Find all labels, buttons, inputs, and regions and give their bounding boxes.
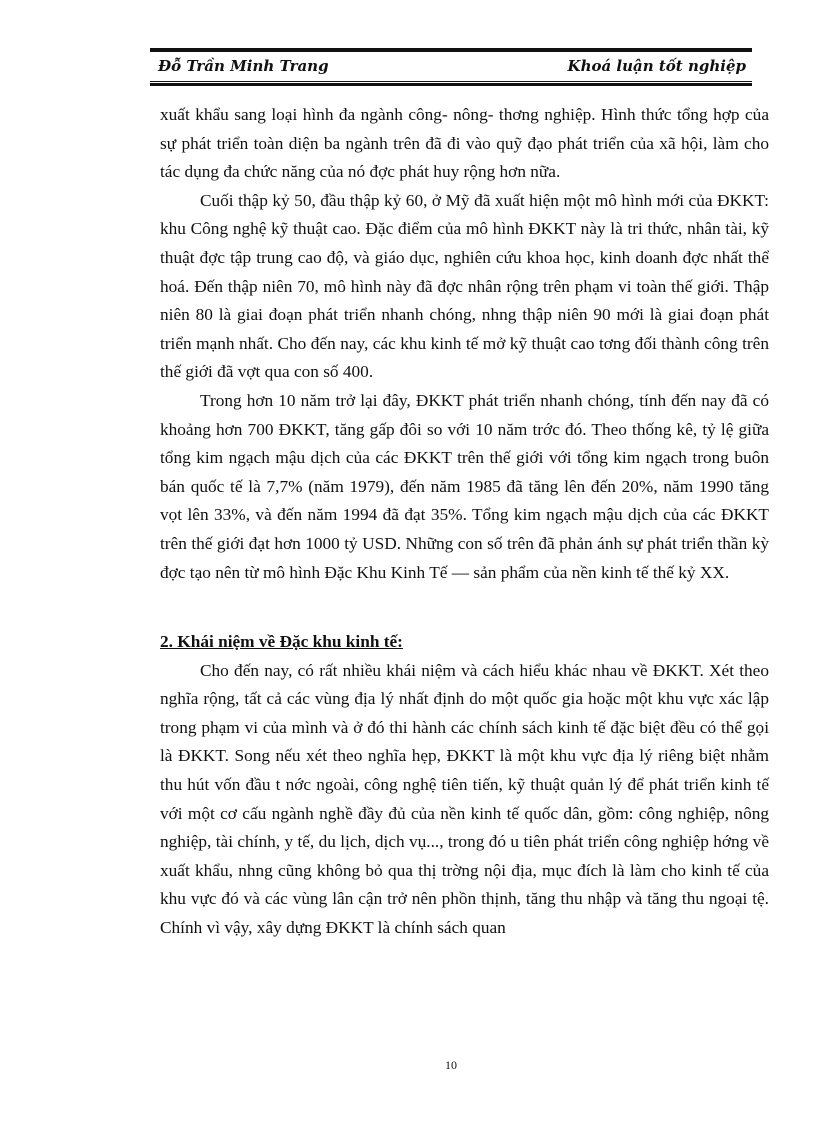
section-heading: 2. Khái niệm về Đặc khu kinh tế: [160,632,403,652]
header-doc-type: Khoá luận tốt nghiệp [567,57,746,75]
paragraph-2: Cuối thập kỷ 50, đầu thập kỷ 60, ở Mỹ đã xuất hiện một mô hình mới của ĐKKT: khu Công nghệ kỹ thuật cao. Đặc điểm của mô hình ĐKKT này là tri thức, nhân tài, kỹ thuật đợc tập trung cao độ, và giáo dục, nghiên cứu khoa học, kinh doanh đợc nhất thể hoá. Đến thập niên 70, mô hình này đã đợc nhân rộng trên phạm vi toàn thế giới. Thập niên 80 là giai đoạn phát triển nhanh chóng, nhng thập niên 90 mới là giai đoạn phát triển mạnh nhất. Cho đến nay, các khu kinh tế mở kỹ thuật cao tơng đối thành công trên thế giới đã vợt qua con số 400. [160,190,769,382]
paragraph-4: Cho đến nay, có rất nhiều khái niệm và cách hiểu khác nhau về ĐKKT. Xét theo nghĩa rộng, tất cả các vùng địa lý nhất định do một quốc gia hoặc một khu vực xác lập trong phạm vi của mình và ở đó thi hành các chính sách kinh tế đặc biệt đều có thể gọi là ĐKKT. Song nếu xét theo nghĩa hẹp, ĐKKT là một khu vực địa lý riêng biệt nhằm thu hút vốn đầu t nớc ngoài, công nghệ tiên tiến, kỹ thuật quản lý để phát triển kinh tế với một cơ cấu ngành nghề đầy đủ của nền kinh tế quốc dân, gồm: công nghiệp, nông nghiệp, tài chính, y tế, du lịch, dịch vụ..., trong đó u tiên phát triển công nghiệp hớng về xuất khẩu, nhng cũng không bỏ qua thị trờng nội địa, mục đích là làm cho kinh tế của khu vực đó và các vùng lân cận trở nên phồn thịnh, tăng thu nhập và tăng thu ngoại tệ. Chính vì vậy, xây dựng ĐKKT là chính sách quan [160,660,769,938]
page-header [150,48,752,82]
header-author: Đỗ Trần Minh Trang [158,57,329,75]
body-text [160,101,769,943]
paragraph-1: xuất khẩu sang loại hình đa ngành công- nông- thơng nghiệp. Hình thức tổng hợp của sự phát triển toàn diện ba ngành trên đã đi vào quỹ đạo phát triển của xã hội, làm cho tác dụng đa chức năng của nó đợc phát huy rộng hơn nữa. [160,105,769,182]
paragraph-3: Trong hơn 10 năm trở lại đây, ĐKKT phát triển nhanh chóng, tính đến nay đã có khoảng hơn 700 ĐKKT, tăng gấp đôi so với 10 năm trớc đó. Theo thống kê, tỷ lệ giữa tổng kim ngạch mậu dịch của các ĐKKT trên thế giới với tổng kim ngạch trong buôn bán quốc tế là 7,7% (năm 1979), đến năm 1985 đã tăng lên đến 20%, năm 1990 tăng vọt lên 33%, và đến năm 1994 đã đạt 35%. Tổng kim ngạch mậu dịch của các ĐKKT trên thế giới đạt hơn 1000 tỷ USD. Những con số trên đã phản ánh sự phát triển thần kỳ đợc tạo nên từ mô hình Đặc Khu Kinh Tế — sản phẩm của nền kinh tế thế kỷ XX. [160,390,769,582]
page-number [0,1058,816,1073]
page-number-text: 10 [445,1058,457,1072]
